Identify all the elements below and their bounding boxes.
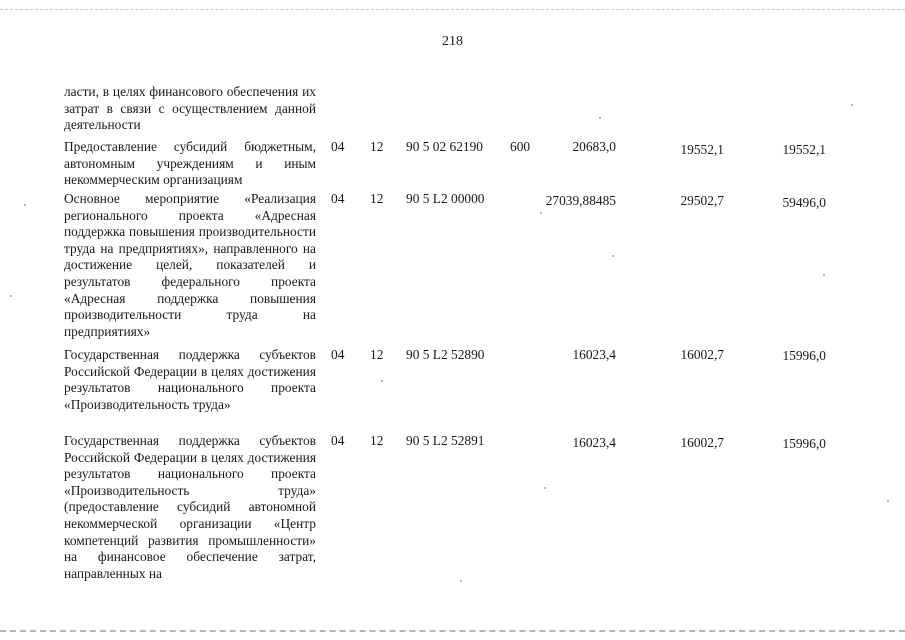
amount-year-1: 27039,88485 (545, 193, 616, 208)
table-row-description: Предоставление субсидий бюджетным, автономным учреждениям и иным некоммерческим организациям (64, 139, 316, 188)
section-code: 04 (331, 191, 345, 206)
amount-year-1: 16023,4 (572, 435, 616, 450)
target-article-code: 90 5 L2 00000 (406, 191, 485, 206)
amount-year-3: 15996,0 (782, 348, 826, 363)
scan-speck (823, 274, 825, 276)
table-row-description: ласти, в целях финансового обеспечения их затрат в связи с осуществлением данной деятельности (64, 84, 316, 133)
target-article-code: 90 5 02 62190 (406, 139, 483, 154)
table-row-description: Основное мероприятие «Реализация регионального проекта «Адресная поддержка повышения производительности труда на предприятиях», направленного на достижение целей, показателей и результатов федерального проекта «Адресная поддержка повышения производительности труда на предприятиях» (64, 191, 316, 339)
scan-speck (24, 204, 26, 206)
scan-speck (612, 255, 614, 257)
target-article-code: 90 5 L2 52890 (406, 347, 485, 362)
amount-year-3: 19552,1 (782, 142, 826, 157)
scan-bottom-edge (0, 630, 905, 632)
amount-year-3: 15996,0 (782, 436, 826, 451)
scan-speck (381, 380, 383, 382)
scan-speck (599, 117, 601, 119)
amount-year-2: 29502,7 (680, 193, 724, 208)
expense-type-code: 600 (510, 139, 531, 154)
amount-year-1: 20683,0 (572, 139, 616, 154)
section-code: 04 (331, 433, 345, 448)
subsection-code: 12 (370, 139, 384, 154)
subsection-code: 12 (370, 433, 384, 448)
table-row-description: Государственная поддержка субъектов Российской Федерации в целях достижения результатов национального проекта «Производительность труда» (предоставление субсидий автономной некоммерческой организации «Центр компетенций развития промышленности» на финансовое обеспечение затрат, направленных на (64, 433, 316, 581)
scan-speck (10, 295, 12, 297)
amount-year-2: 19552,1 (680, 142, 724, 157)
scan-speck (887, 500, 889, 502)
amount-year-3: 59496,0 (782, 195, 826, 210)
subsection-code: 12 (370, 347, 384, 362)
amount-year-1: 16023,4 (572, 347, 616, 362)
section-code: 04 (331, 347, 345, 362)
amount-year-2: 16002,7 (680, 347, 724, 362)
scan-speck (460, 580, 462, 582)
subsection-code: 12 (370, 191, 384, 206)
section-code: 04 (331, 139, 345, 154)
scan-speck (851, 104, 853, 106)
page-number: 218 (442, 34, 463, 49)
scan-top-edge (0, 9, 905, 10)
amount-year-2: 16002,7 (680, 435, 724, 450)
table-row-description: Государственная поддержка субъектов Российской Федерации в целях достижения результатов национального проекта «Производительность труда» (64, 347, 316, 412)
scan-speck (540, 212, 542, 214)
scan-speck (544, 487, 546, 489)
target-article-code: 90 5 L2 52891 (406, 433, 485, 448)
